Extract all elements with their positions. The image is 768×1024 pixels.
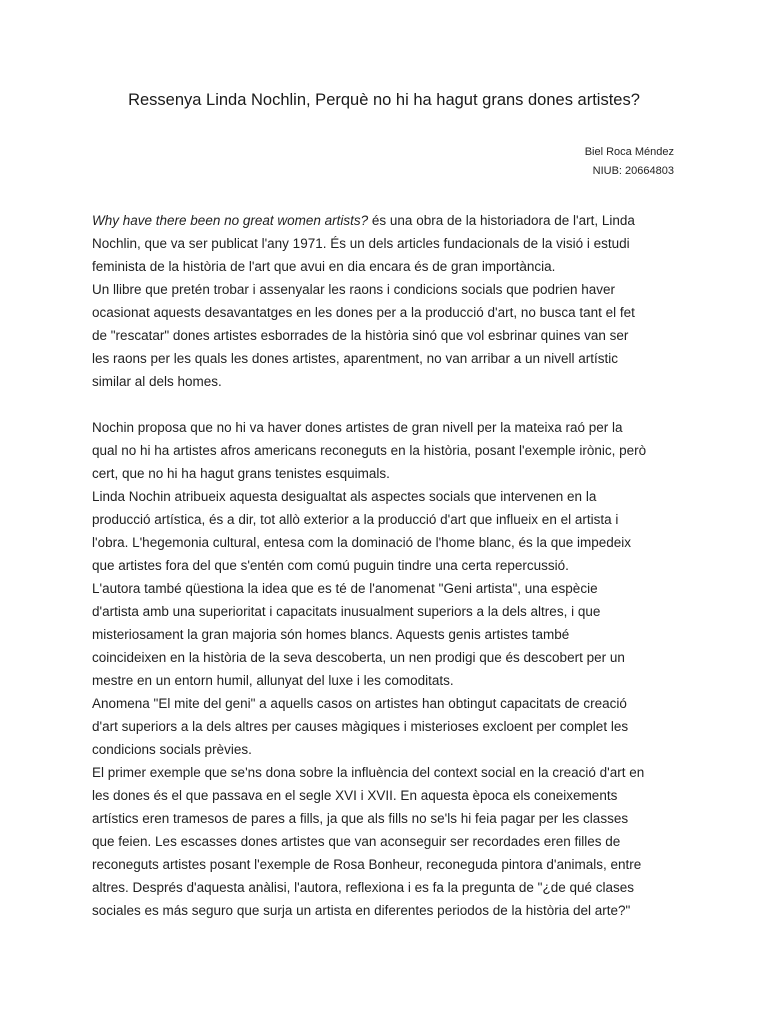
paragraph-line: d'art superiors a la dels altres per causes màgiques i misterioses excloent per complet les (92, 719, 629, 734)
paragraph-line: les raons per les quals les dones artistes, aparentment, no van arribar a un nivell artístic (92, 351, 619, 366)
paragraph-line: les dones és el que passava en el segle XVI i XVII. En aquesta època els coneixements (92, 788, 618, 803)
paragraph-line: Linda Nochin atribueix aquesta desigualtat als aspectes socials que intervenen en la (92, 489, 597, 504)
paragraph-line: producció artística, és a dir, tot allò exterior a la producció d'art que influeix en el artista i (92, 512, 619, 527)
paragraph-line: l'obra. L'hegemonia cultural, entesa com la dominació de l'home blanc, és la que impedeix (92, 535, 632, 550)
paragraph-line: coincideixen en la història de la seva descoberta, un nen prodigi que és descobert per un (92, 650, 625, 665)
paragraph-line: feminista de la història de l'art que avui en dia encara és de gran importància. (92, 259, 556, 274)
paragraph-line: sociales es más seguro que surja un artista en diferentes periodos de la història del arte?" (92, 903, 631, 918)
paragraph-line: d'artista amb una superioritat i capacitats inusualment superiors a la dels altres, i que (92, 604, 601, 619)
book-title-italic: Why have there been no great women artists? (92, 213, 369, 228)
paragraph-line: qual no hi ha artistes afros americans reconeguts en la història, posant l'exemple irònic, però (92, 443, 647, 458)
paragraph-line: El primer exemple que se'ns dona sobre la influència del context social en la creació d'art en (92, 765, 645, 780)
paragraph-text: és una obra de la historiadora de l'art, Linda (368, 213, 635, 228)
author-name: Biel Roca Méndez (584, 146, 674, 158)
student-id: NIUB: 20664803 (592, 165, 674, 177)
paragraph-line: Nochlin, que va ser publicat l'any 1971. És un dels articles fundacionals de la visió i estudi (92, 236, 630, 251)
paragraph-line: Nochin proposa que no hi va haver dones artistes de gran nivell per la mateixa raó per la (92, 420, 623, 435)
paragraph-line: condicions socials prèvies. (92, 742, 252, 757)
author-block (585, 143, 674, 181)
paragraph-line: Anomena "El mite del geni" a aquells casos on artistes han obtingut capacitats de creació (92, 696, 627, 711)
paragraph-line: L'autora també qüestiona la idea que es té de l'anomenat "Geni artista", una espècie (92, 581, 598, 596)
paragraph-line: ocasionat aquests desavantatges en les dones per a la producció d'art, no busca tant el fet (92, 305, 635, 320)
paragraph-line: Un llibre que pretén trobar i assenyalar les raons i condicions socials que podrien haver (92, 282, 616, 297)
paragraph-line: que feien. Les escasses dones artistes que van aconseguir ser recordades eren filles de (92, 834, 621, 849)
paragraph-line: misteriosament la gran majoria són homes blancs. Aquests genis artistes també (92, 627, 570, 642)
paragraph-line (92, 209, 678, 232)
paragraph-line: que artistes fora del que s'entén com comú puguin tindre una certa repercussió. (92, 558, 569, 573)
paragraph-line: cert, que no hi ha hagut grans tenistes esquimals. (92, 466, 390, 481)
document-title: Ressenya Linda Nochlin, Perquè no hi ha hagut grans dones artistes? (128, 91, 640, 109)
paragraph-line: de "rescatar" dones artistes esborrades de la història sinó que vol esbrinar quines van ser (92, 328, 629, 343)
paragraph-line: artístics eren tramesos de pares a fills, ja que als fills no se'ls hi feia pagar per les classes (92, 811, 629, 826)
paragraph-line: similar al dels homes. (92, 374, 222, 389)
paragraph-line: mestre en un entorn humil, allunyat del luxe i les comoditats. (92, 673, 454, 688)
review-body (92, 209, 678, 922)
paragraph-gap (92, 393, 678, 416)
paragraph-line: altres. Després d'aquesta anàlisi, l'autora, reflexiona i es fa la pregunta de "¿de qué clases (92, 880, 635, 895)
paragraph-line: reconeguts artistes posant l'exemple de Rosa Bonheur, reconeguda pintora d'animals, entre (92, 857, 642, 872)
